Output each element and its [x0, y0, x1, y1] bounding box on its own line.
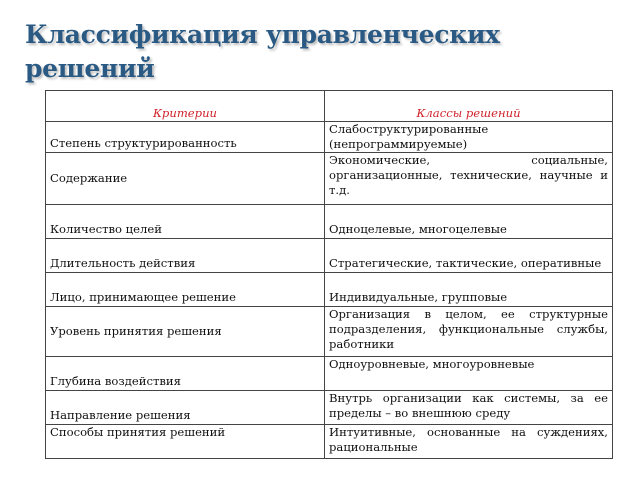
table-row	[46, 357, 613, 391]
classes-cell: Одноуровневые, многоуровневые	[325, 357, 613, 391]
classification-table	[45, 90, 613, 459]
classes-cell: Одноцелевые, многоцелевые	[325, 205, 613, 239]
table-row	[46, 273, 613, 307]
table-row	[46, 122, 613, 153]
criterion-cell: Степень структурированность	[46, 122, 325, 153]
table-row	[46, 391, 613, 425]
table-row	[46, 153, 613, 205]
criterion-cell: Содержание	[46, 153, 325, 205]
classes-cell: Слабоструктурированные (непрограммируемые)	[325, 122, 613, 153]
classes-cell: Внутрь организации как системы, за ее пределы – во внешнюю среду	[325, 391, 613, 425]
table-row	[46, 239, 613, 273]
classes-cell: Стратегические, тактические, оперативные	[325, 239, 613, 273]
table-header-row	[46, 91, 613, 122]
page-title: Классификация управленческих решений	[25, 20, 500, 83]
classes-cell: Организация в целом, ее структурные подразделения, функциональные службы, работники	[325, 307, 613, 357]
table-row	[46, 307, 613, 357]
classes-cell: Экономические, социальные, организационные, технические, научные и т.д.	[325, 153, 613, 205]
classes-cell: Индивидуальные, групповые	[325, 273, 613, 307]
header-criteria: Критерии	[46, 91, 325, 122]
criterion-cell: Длительность действия	[46, 239, 325, 273]
classes-cell: Интуитивные, основанные на суждениях, рациональные	[325, 425, 613, 459]
criterion-cell: Глубина воздействия	[46, 357, 325, 391]
classification-table-container	[45, 90, 612, 474]
table-row	[46, 205, 613, 239]
criterion-cell: Направление решения	[46, 391, 325, 425]
criterion-cell: Лицо, принимающее решение	[46, 273, 325, 307]
criterion-cell: Уровень принятия решения	[46, 307, 325, 357]
criterion-cell: Способы принятия решений	[46, 425, 325, 459]
criterion-cell: Количество целей	[46, 205, 325, 239]
header-classes: Классы решений	[325, 91, 613, 122]
table-row	[46, 425, 613, 459]
